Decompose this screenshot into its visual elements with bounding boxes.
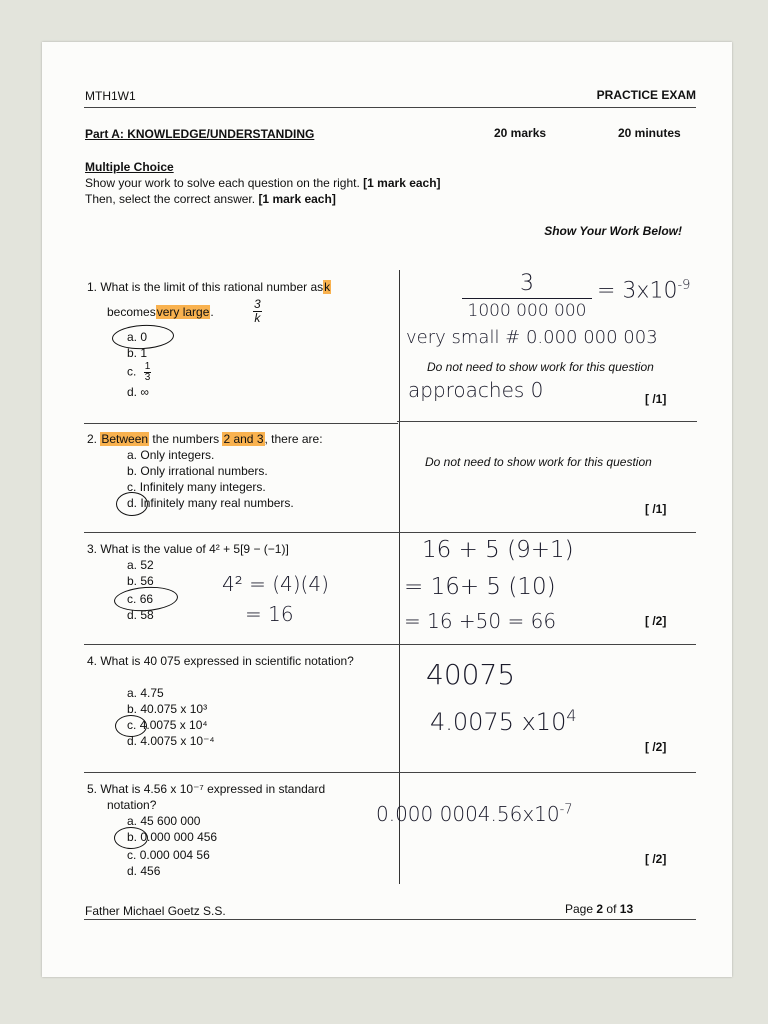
q5-option-d[interactable] (127, 864, 160, 879)
footer-school: Father Michael Goetz S.S. (85, 904, 226, 918)
exam-page (42, 42, 732, 977)
q4-work-line-2 (430, 706, 577, 736)
q3-work-line-3: = 16 +50 = 66 (404, 609, 557, 633)
q1-option-a-text: 0 (140, 330, 148, 344)
q2-option-c[interactable] (127, 480, 266, 495)
q5-answer-circle (114, 827, 148, 849)
q1-prompt-line-2 (107, 305, 214, 320)
q4-option-b[interactable] (127, 702, 207, 717)
part-title: Part A: KNOWLEDGE/UNDERSTANDING (85, 127, 315, 141)
q5-option-a-letter: a. (127, 814, 138, 828)
q1-option-d-letter: d. (127, 385, 138, 399)
work-heading: Show Your Work Below! (544, 224, 682, 238)
q1-number: 1. (87, 280, 98, 294)
q4-score: [ /2] (645, 740, 667, 754)
column-divider (399, 270, 400, 884)
q5-prompt-line-2: notation? (107, 798, 157, 812)
q2-option-d[interactable] (127, 496, 294, 511)
q2-option-a-letter: a. (127, 448, 138, 462)
part-marks: 20 marks (494, 126, 547, 140)
q1-work-line-2: very small # 0.000 000 003 (406, 327, 658, 348)
instructions-line-1 (85, 176, 441, 191)
q5-number: 5. (87, 782, 98, 796)
part-minutes: 20 minutes (618, 126, 681, 140)
q1-option-c[interactable] (127, 362, 151, 383)
q4-prompt (87, 654, 354, 669)
q1-work-fraction (462, 272, 592, 321)
q1-option-c-letter: c. (127, 364, 137, 379)
q1-prompt-line-1 (87, 280, 331, 295)
q1-work-fraction-bar (462, 298, 592, 299)
q1-work-equals (597, 278, 690, 303)
q3-option-a[interactable] (127, 558, 154, 573)
q5-option-c[interactable] (127, 848, 210, 863)
q1-option-c-numerator: 1 (144, 361, 151, 372)
q2-option-a[interactable] (127, 448, 214, 463)
instructions-marks-2: [1 mark each] (258, 192, 336, 206)
q3-option-c-text: 66 (139, 592, 154, 606)
q1-no-work-note: Do not need to show work for this question (427, 360, 654, 374)
row-divider-1b (84, 423, 398, 424)
q1-expr-numerator: 3 (254, 297, 261, 311)
q3-option-b-text: 56 (140, 574, 154, 588)
section-title: Multiple Choice (85, 160, 174, 174)
q3-work-side-1: 4² = (4)(4) (222, 572, 329, 596)
q1-work-denominator: 1000 000 000 (467, 301, 587, 321)
exam-title: PRACTICE EXAM (596, 88, 696, 102)
q5-option-a[interactable] (127, 814, 200, 829)
q4-option-c-text: 4.0075 x 10⁴ (139, 718, 208, 732)
q1-option-b[interactable] (127, 346, 147, 361)
q2-option-b-letter: b. (127, 464, 138, 478)
q2-prompt-text: the numbers (152, 432, 220, 446)
q3-option-c-letter: c. (127, 592, 137, 606)
q1-option-a-letter: a. (127, 330, 138, 344)
q3-option-d-text: 58 (140, 608, 154, 622)
q3-option-a-letter: a. (127, 558, 138, 572)
footer-divider (84, 919, 696, 920)
q4-work-line-1: 40075 (426, 658, 516, 691)
q1-option-b-letter: b. (127, 346, 138, 360)
q5-prompt-text: What is 4.56 x 10⁻⁷ expressed in standard (100, 782, 326, 796)
row-divider-1 (397, 421, 697, 422)
instructions-text-2: Then, select the correct answer. (85, 192, 256, 206)
q1-expression (253, 298, 262, 325)
q3-work-line-2: = 16+ 5 (10) (404, 574, 556, 600)
q1-score: [ /1] (645, 392, 667, 406)
q3-prompt-text: What is the value of 4² + 5[9 − (−1)] (100, 542, 289, 556)
q2-highlight-2-and-3: 2 and 3 (223, 432, 264, 446)
q2-number: 2. (87, 432, 98, 446)
row-divider-2 (84, 532, 696, 533)
q1-highlight-very-large: very large (156, 305, 210, 319)
q1-prompt-text: What is the limit of this rational number as (100, 280, 324, 294)
q5-prompt (87, 782, 325, 797)
q5-option-d-letter: d. (127, 864, 138, 878)
q5-option-c-letter: c. (127, 848, 137, 862)
q2-option-b-text: Only irrational numbers. (140, 464, 268, 478)
q4-option-a-letter: a. (127, 686, 138, 700)
footer-page-current: 2 (596, 902, 604, 916)
footer-page-prefix: Page (565, 902, 594, 916)
q5-score: [ /2] (645, 852, 667, 866)
course-code: MTH1W1 (85, 89, 136, 103)
row-divider-3 (84, 644, 696, 645)
q2-option-d-text: Infinitely many real numbers. (140, 496, 294, 510)
q4-work-line-2-text: 4.0075 x10 (430, 708, 567, 736)
instructions-marks-1: [1 mark each] (363, 176, 441, 190)
q2-option-a-text: Only integers. (140, 448, 215, 462)
q4-option-c-letter: c. (127, 718, 137, 732)
footer-page-of: of (606, 902, 617, 916)
instructions-text-1: Show your work to solve each question on the right. (85, 176, 360, 190)
q4-option-b-text: 40.075 x 10³ (140, 702, 208, 716)
header-divider (84, 107, 696, 108)
q2-option-c-text: Infinitely many integers. (139, 480, 266, 494)
q4-work-exponent: 4 (566, 706, 577, 725)
q3-option-b-letter: b. (127, 574, 138, 588)
q1-work-numerator: 3 (520, 271, 534, 296)
footer-page-number (565, 902, 633, 917)
q1-highlight-k: k (324, 280, 331, 294)
q2-option-c-letter: c. (127, 480, 137, 494)
q1-option-c-denominator: 3 (144, 372, 151, 383)
q2-highlight-between: Between (101, 432, 149, 446)
q4-number: 4. (87, 654, 98, 668)
q5-work-line-1 (376, 802, 573, 826)
instructions-line-2 (85, 192, 336, 207)
q5-option-b-letter: b. (127, 830, 138, 844)
q4-option-d-letter: d. (127, 734, 138, 748)
q2-answer-circle (116, 492, 148, 516)
q4-option-d[interactable] (127, 734, 215, 749)
q3-option-d-letter: d. (127, 608, 138, 622)
q1-option-d[interactable] (127, 385, 149, 400)
q3-work-line-1: 16 + 5 (9+1) (422, 537, 574, 563)
footer-page-total: 13 (619, 902, 634, 916)
q2-prompt-end: , there are: (264, 432, 323, 446)
q1-expr-denominator: k (254, 311, 261, 325)
q1-work-eq-text: = 3x10 (597, 278, 678, 304)
q1-prompt-period: . (210, 305, 214, 319)
q3-option-d[interactable] (127, 608, 154, 623)
q2-prompt (87, 432, 323, 447)
q2-option-d-letter: d. (127, 496, 138, 510)
q1-work-exponent: -9 (677, 278, 691, 293)
q5-option-a-text: 45 600 000 (140, 814, 201, 828)
q5-option-d-text: 456 (140, 864, 161, 878)
q3-score: [ /2] (645, 614, 667, 628)
q4-option-b-letter: b. (127, 702, 138, 716)
q5-option-c-text: 0.000 004 56 (139, 848, 210, 862)
q2-no-work-note: Do not need to show work for this question (425, 455, 652, 469)
q4-option-d-text: 4.0075 x 10⁻⁴ (140, 734, 215, 748)
q4-option-a-text: 4.75 (140, 686, 164, 700)
q3-number: 3. (87, 542, 98, 556)
row-divider-4 (84, 772, 696, 773)
q2-option-b[interactable] (127, 464, 268, 479)
q1-option-b-text: 1 (140, 346, 148, 360)
q5-work-exponent: -7 (559, 802, 573, 818)
q3-prompt (87, 542, 289, 557)
q3-option-a-text: 52 (140, 558, 154, 572)
q3-work-side-2: = 16 (245, 602, 294, 626)
q1-prompt-becomes: becomes (107, 305, 156, 319)
q4-prompt-text: What is 40 075 expressed in scientific notation? (100, 654, 354, 668)
q5-work-line-1-text: 0.000 0004.56x10 (376, 802, 560, 826)
q1-option-d-text: ∞ (140, 385, 149, 399)
q1-work-line-3: approaches 0 (408, 378, 544, 402)
q5-option-b-text: 0.000 000 456 (140, 830, 218, 844)
q4-option-a[interactable] (127, 686, 164, 701)
q2-score: [ /1] (645, 502, 667, 516)
